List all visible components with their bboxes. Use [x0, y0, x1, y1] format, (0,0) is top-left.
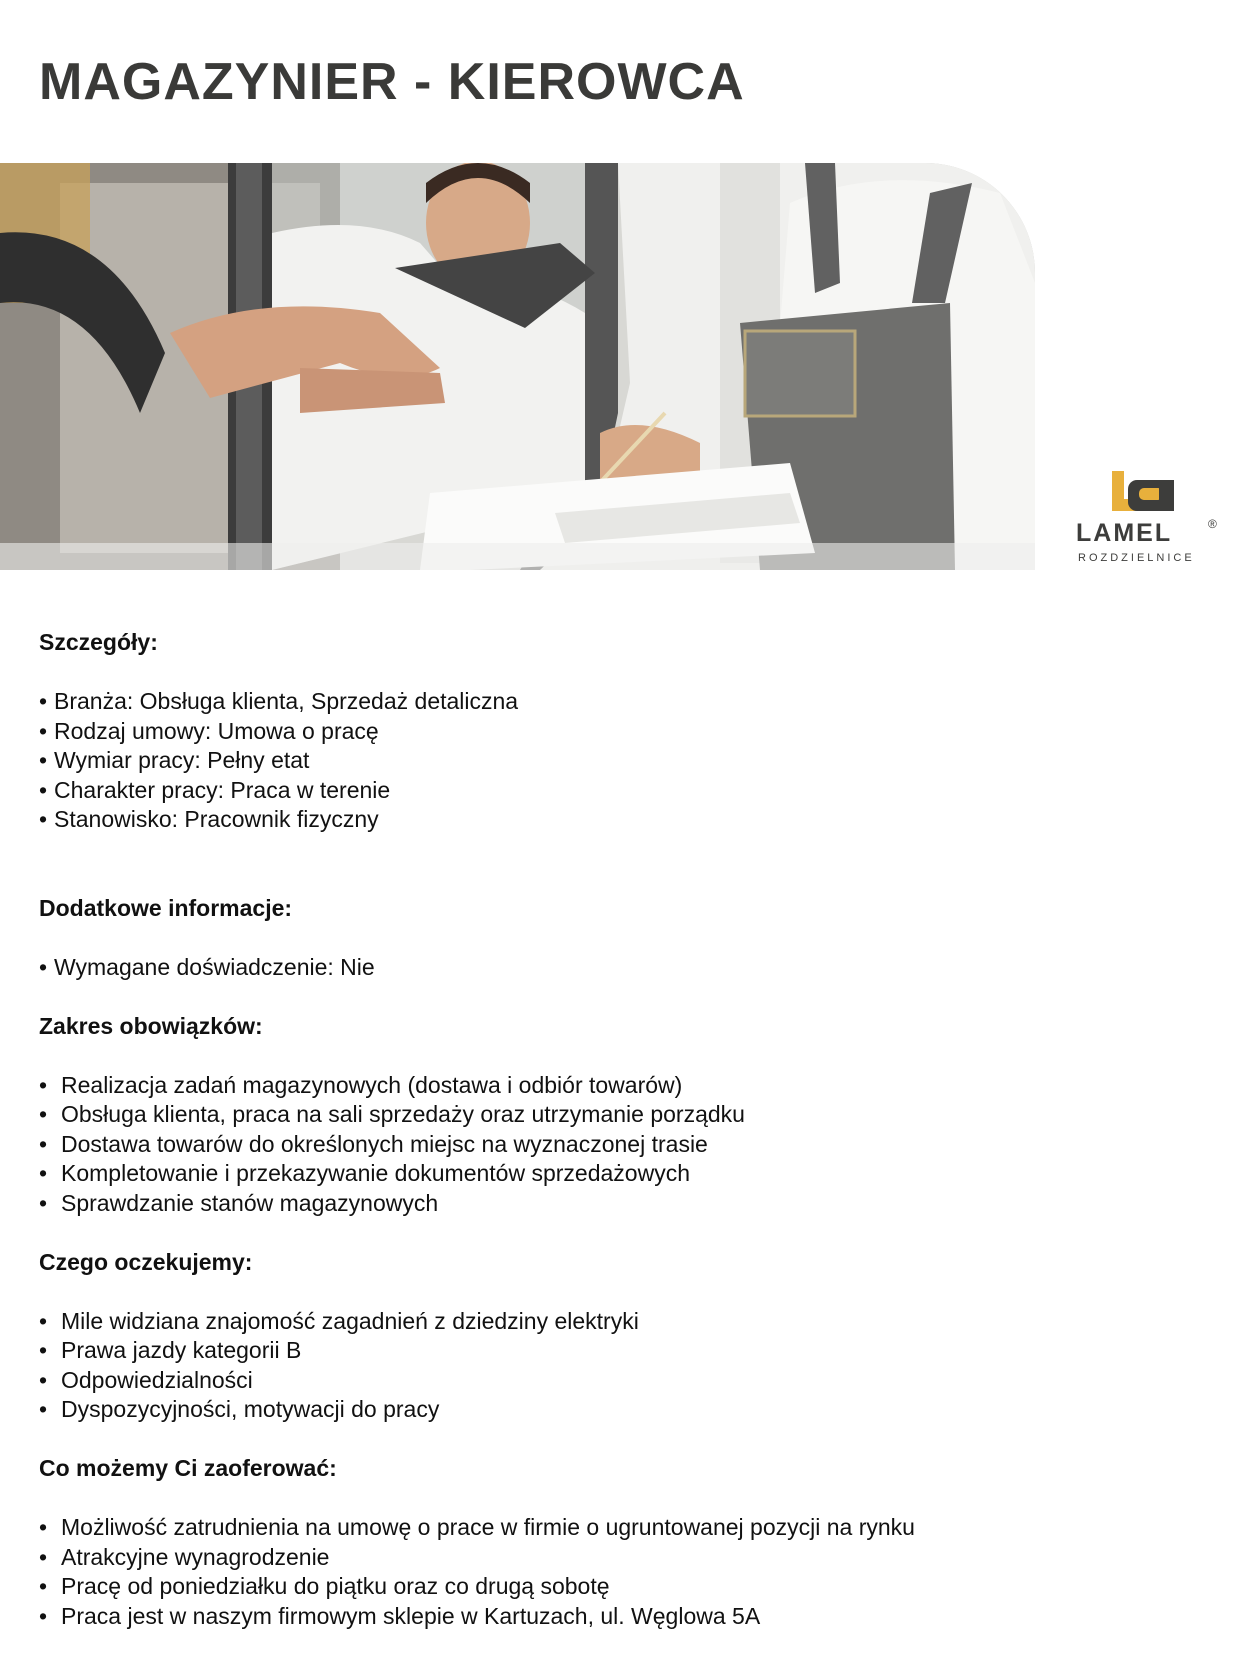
section-heading: Czego oczekujemy: [39, 1248, 253, 1275]
section-heading: Szczegóły: [39, 629, 158, 655]
registered-mark: ® [1208, 517, 1217, 531]
job-description [39, 628, 1189, 1631]
logo-tagline: ROZDZIELNICE [1078, 552, 1195, 564]
section-offer [39, 1454, 1189, 1631]
section-requirements [39, 1248, 1189, 1425]
section-heading: Dodatkowe informacje: [39, 894, 293, 921]
logo-wordmark: LAMEL [1076, 519, 1173, 547]
section-heading: Zakres obowiązków: [39, 1012, 263, 1039]
list-item: • Realizacja zadań magazynowych (dostawa i odbiór towarów) [39, 1071, 683, 1098]
section-details [39, 628, 1189, 835]
company-logo [1070, 465, 1230, 565]
list-item: • Mile widziana znajomość zagadnień z dziedziny elektryki [39, 1307, 639, 1334]
list-item: • Rodzaj umowy: Umowa o pracę [39, 717, 379, 744]
requirements-list [39, 1307, 1189, 1425]
list-item: • Praca jest w naszym firmowym sklepie w Kartuzach, ul. Węglowa 5A [39, 1602, 761, 1629]
details-list [39, 687, 1189, 835]
list-item: • Sprawdzanie stanów magazynowych [39, 1189, 439, 1216]
list-item: • Kompletowanie i przekazywanie dokumentów sprzedażowych [39, 1160, 690, 1186]
list-item: • Wymiar pracy: Pełny etat [39, 747, 310, 773]
list-item: • Możliwość zatrudnienia na umowę o prace w firmie o ugruntowanej pozycji na rynku [39, 1514, 915, 1540]
list-item: • Atrakcyjne wynagrodzenie [39, 1543, 330, 1570]
offer-list [39, 1513, 1189, 1631]
lamel-logo-icon [1112, 471, 1174, 511]
section-heading: Co możemy Ci zaoferować: [39, 1455, 337, 1481]
hero-photo [0, 163, 1035, 570]
section-additional-info [39, 894, 1189, 983]
additional-info-list [39, 953, 1189, 983]
responsibilities-list [39, 1071, 1189, 1219]
list-item: • Obsługa klienta, praca na sali sprzedaży oraz utrzymanie porządku [39, 1101, 745, 1127]
driver-and-warehouse-worker-photo [0, 163, 1035, 570]
list-item: • Branża: Obsługa klienta, Sprzedaż detaliczna [39, 688, 519, 714]
list-item: • Dostawa towarów do określonych miejsc na wyznaczonej trasie [39, 1130, 708, 1157]
section-responsibilities [39, 1012, 1189, 1219]
list-item: • Dyspozycyjności, motywacji do pracy [39, 1396, 440, 1422]
list-item: • Odpowiedzialności [39, 1366, 253, 1393]
page-title: MAGAZYNIER - KIEROWCA [39, 53, 745, 111]
list-item: • Stanowisko: Pracownik fizyczny [39, 806, 379, 832]
list-item: • Wymagane doświadczenie: Nie [39, 953, 375, 980]
list-item: • Charakter pracy: Praca w terenie [39, 776, 391, 803]
list-item: • Prawa jazdy kategorii B [39, 1337, 302, 1363]
list-item: • Pracę od poniedziałku do piątku oraz co drugą sobotę [39, 1573, 610, 1599]
